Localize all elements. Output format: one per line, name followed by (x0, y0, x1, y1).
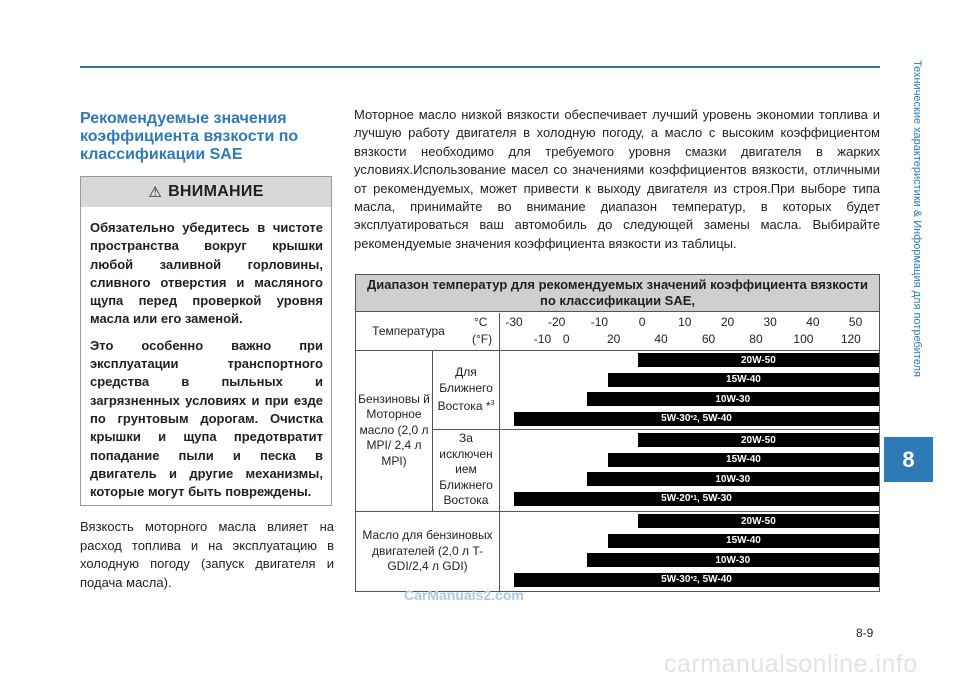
viscosity-paragraph: Вязкость моторного масла влияет на расход топлива и на эксплуатацию в холодную погоду (запуск двигателя и подача масла). (80, 519, 334, 590)
temperature-label: Температура (372, 323, 445, 338)
celsius-tick: 30 (763, 315, 777, 329)
page-number: 8-9 (856, 626, 874, 640)
column-divider (499, 313, 500, 350)
warning-triangle-icon: ⚠ (148, 184, 163, 201)
celsius-tick: -30 (505, 315, 523, 329)
gdi-engine-label: Масло для бензиновых двигателей (2,0 л T-GDI/2,4 л GDI) (362, 528, 493, 574)
viscosity-bar (514, 573, 879, 587)
chapter-tab: 8 (884, 437, 933, 482)
bar-label: 20W-50 (740, 515, 776, 527)
viscosity-bar (608, 453, 879, 467)
fahrenheit-tick: 40 (654, 332, 668, 346)
bar-label: 5W-30 (661, 413, 691, 424)
fahrenheit-tick: 0 (562, 332, 570, 346)
warning-paragraph: Обязательно убедитесь в чистоте пространства вокруг крышки любой заливной горловины, сливного отверстия и масляного щупа перед проверкой уровня масла или его заменой. (90, 220, 323, 327)
watermark: CarManuals2.com (404, 587, 524, 603)
fahrenheit-unit: (°F) (472, 332, 493, 346)
bar-label: 5W-30 (661, 574, 691, 585)
warning-header (81, 177, 331, 207)
bar-label-rest: , 5W-30 (697, 493, 732, 504)
watermark: carmanualsonline.info (664, 650, 918, 678)
bar-label-rest: , 5W-40 (697, 413, 732, 424)
viscosity-bar (638, 514, 879, 528)
bar-label: 20W-50 (740, 354, 776, 366)
fahrenheit-tick: 80 (749, 332, 763, 346)
fahrenheit-tick: -10 (533, 332, 552, 346)
bar-label-rest: , 5W-40 (697, 574, 732, 585)
bar-label: 20W-50 (740, 434, 776, 446)
viscosity-table (355, 274, 880, 592)
column-divider (499, 350, 500, 592)
gasoline-engine-label: Бензиновы й Моторное масло (2,0 л MPI/ 2,4 л MPI) (358, 391, 430, 468)
fahrenheit-tick: 100 (793, 332, 814, 346)
warning-paragraph: Это особенно важно при эксплуатации транспортного средства в пыльных и загрязненных условиях и при езде по грунтовым дорогам. Очистка крышки и щупа предотвратит попадание пыли и песка в двигатель и другие механизмы, которые могут быть повреждены. (90, 337, 323, 500)
celsius-tick: 40 (806, 315, 820, 329)
bar-label: 15W-40 (726, 374, 761, 385)
viscosity-bar (514, 492, 879, 506)
section-heading: Рекомендуемые значения коэффициента вязкости по классификации SAE (80, 110, 299, 163)
except-middle-east-label: За исключен ием Ближнего Востока (439, 431, 493, 508)
celsius-tick: -10 (590, 315, 609, 329)
celsius-tick: 0 (638, 315, 646, 329)
bar-label: 5W-20 (661, 493, 691, 504)
fahrenheit-tick: 20 (606, 332, 621, 346)
viscosity-bar (514, 412, 879, 426)
top-rule (80, 66, 880, 68)
celsius-tick: -20 (548, 315, 566, 329)
warning-title: ВНИМАНИЕ (168, 183, 264, 200)
bar-footnote: *2 (690, 415, 698, 422)
fahrenheit-tick: 120 (840, 332, 861, 346)
viscosity-bar (587, 553, 879, 567)
bar-label: 10W-30 (715, 554, 751, 566)
warning-box (80, 176, 332, 506)
celsius-tick: 50 (848, 315, 863, 329)
viscosity-bar (608, 534, 879, 548)
celsius-tick: 10 (678, 315, 692, 329)
middle-east-label: Для Ближнего Востока *$^3$ (437, 365, 495, 414)
viscosity-bar (638, 353, 879, 367)
fahrenheit-tick: 60 (701, 332, 716, 346)
table-title: Диапазон температур для рекомендуемых значений коэффициента вязкости по классификации SAE, (356, 275, 879, 312)
bar-label: 10W-30 (715, 473, 751, 485)
bar-footnote: *1 (690, 495, 698, 502)
side-chapter-label: Технические характеристики & Информация для потребителя (911, 60, 923, 377)
bar-label: 15W-40 (726, 535, 761, 546)
bar-label: 10W-30 (715, 393, 751, 405)
viscosity-bar (587, 392, 879, 406)
viscosity-bar (587, 472, 879, 486)
celsius-unit: °C (474, 315, 488, 329)
oil-paragraph: Моторное масло низкой вязкости обеспечивает лучший уровень экономии топлива и лучшую работу двигателя в холодную погоду, а масло с высоким коэффициентом вязкости необходимо для требуемого уровня смазки двигателя в жарких условиях.Использование масел со значениями коэффициентов вязкости, отличными от рекомендуемых, может привести к выходу двигателя из строя.При выборе типа масла, принимайте во внимание диапазон температур, в которых будет эксплуатироваться ваш автомобиль до следующей замены масла. Выбирайте рекомендуемые значения коэффициента вязкости из таблицы. (354, 107, 880, 251)
viscosity-bar (608, 373, 879, 387)
bar-footnote: *2 (690, 576, 698, 583)
viscosity-bar (638, 433, 879, 447)
bar-label: 15W-40 (726, 454, 761, 465)
celsius-tick: 20 (720, 315, 735, 329)
